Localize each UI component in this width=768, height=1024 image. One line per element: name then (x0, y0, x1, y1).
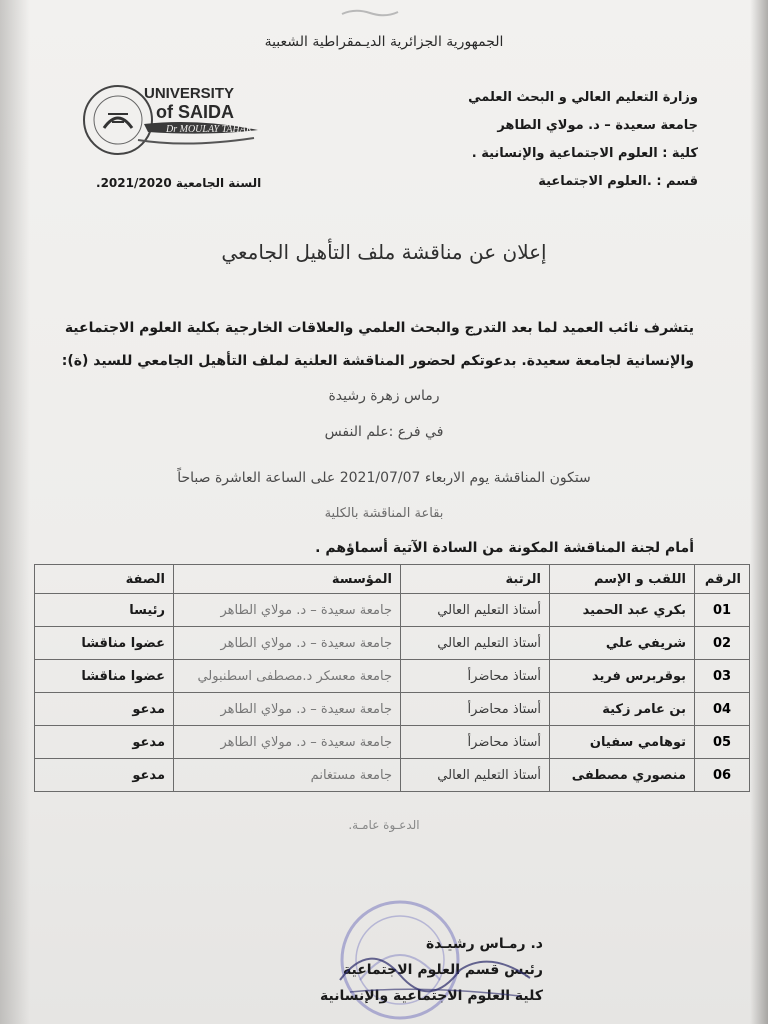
cell-name: بكري عبد الحميد (550, 594, 695, 627)
cell-institution: جامعة معسكر د.مصطفى اسطنبولي (174, 660, 401, 693)
logo-line1: UNIVERSITY (144, 85, 235, 102)
header-name: اللقب و الإسم (550, 565, 695, 594)
cell-number: 04 (695, 693, 750, 726)
cell-institution: جامعة سعيدة – د. مولاي الطاهر (174, 693, 401, 726)
table-row (35, 627, 750, 660)
cell-number: 06 (695, 759, 750, 792)
defense-hall: بقاعة المناقشة بالكلية (324, 506, 444, 521)
signatory-title: رئيس قسم العلوم الاجتماعية (343, 962, 543, 978)
announcement-paragraph-line1: يتشرف نائب العميد لما بعد التدرج والبحث العلمي والعلاقات الخارجية بكلية العلوم الاجتماعية (64, 320, 694, 336)
jury-table (34, 564, 750, 792)
republic-title: الجمهورية الجزائرية الديـمقراطية الشعبية (264, 34, 504, 50)
table-row (35, 594, 750, 627)
table-header-row (35, 565, 750, 594)
handwritten-signature (330, 930, 550, 1010)
header-number: الرقم (695, 565, 750, 594)
announcement-title: إعلان عن مناقشة ملف التأهيل الجامعي (221, 240, 547, 264)
cell-institution: جامعة سعيدة – د. مولاي الطاهر (174, 726, 401, 759)
logo-line3: Dr MOULAY TAHAR (166, 124, 252, 135)
signatory-name: د. رمـاس رشيـدة (425, 936, 543, 952)
cell-institution: جامعة سعيدة – د. مولاي الطاهر (174, 627, 401, 660)
cell-role: عضوا مناقشا (35, 627, 174, 660)
candidate-name: رماس زهرة رشيدة (328, 388, 440, 404)
top-smudge-mark (340, 6, 400, 18)
cell-number: 02 (695, 627, 750, 660)
public-invitation-note: الدعـوة عامـة. (348, 818, 420, 832)
cell-rank: أستاذ التعليم العالي (401, 627, 550, 660)
cell-rank: أستاذ التعليم العالي (401, 594, 550, 627)
academic-year: السنة الجامعية 2021/2020. (96, 176, 262, 190)
table-row (35, 759, 750, 792)
cell-rank: أستاذ التعليم العالي (401, 759, 550, 792)
cell-institution: جامعة سعيدة – د. مولاي الطاهر (174, 594, 401, 627)
cell-role: مدعو (35, 726, 174, 759)
cell-name: بوقربرس فريد (550, 660, 695, 693)
defense-datetime: ستكون المناقشة يوم الاربعاء 2021/07/07 على الساعة العاشرة صباحاً (177, 470, 591, 486)
cell-number: 03 (695, 660, 750, 693)
table-row (35, 693, 750, 726)
committee-intro: أمام لجنة المناقشة المكونة من السادة الآتية أسماؤهم . (315, 540, 694, 556)
cell-rank: أستاذ محاضرأ (401, 660, 550, 693)
cell-role: مدعو (35, 693, 174, 726)
department-name: قسم : .العلوم الاجتماعية (538, 174, 698, 189)
cell-rank: أستاذ محاضرأ (401, 693, 550, 726)
cell-institution: جامعة مستغانم (174, 759, 401, 792)
table-row (35, 660, 750, 693)
cell-name: شريفي علي (550, 627, 695, 660)
cell-role: رئيسا (35, 594, 174, 627)
cell-rank: أستاذ محاضرأ (401, 726, 550, 759)
announcement-paragraph-line2: والإنسانية لجامعة سعيدة. بدعوتكم لحضور المناقشة العلنية لملف التأهيل الجامعي للسيد (ة): (61, 353, 694, 369)
ministry-name: وزارة التعليم العالي و البحث العلمي (468, 90, 698, 105)
cell-role: عضوا مناقشا (35, 660, 174, 693)
cell-number: 01 (695, 594, 750, 627)
faculty-name: كلية : العلوم الاجتماعية والإنسانية . (471, 146, 698, 161)
cell-number: 05 (695, 726, 750, 759)
header-rank: الرتبة (401, 565, 550, 594)
university-logo (78, 78, 268, 168)
cell-name: توهامي سفيان (550, 726, 695, 759)
logo-line2: of SAIDA (156, 102, 234, 122)
header-institution: المؤسسة (174, 565, 401, 594)
cell-name: منصوري مصطفى (550, 759, 695, 792)
header-role: الصفة (35, 565, 174, 594)
candidate-branch: في فرع :علم النفس (324, 424, 444, 440)
cell-name: بن عامر زكية (550, 693, 695, 726)
cell-role: مدعو (35, 759, 174, 792)
table-row (35, 726, 750, 759)
university-name: جامعة سعيدة – د. مولاي الطاهر (497, 118, 698, 133)
signatory-faculty: كلية العلوم الاجتماعية والإنسانية (320, 988, 543, 1004)
